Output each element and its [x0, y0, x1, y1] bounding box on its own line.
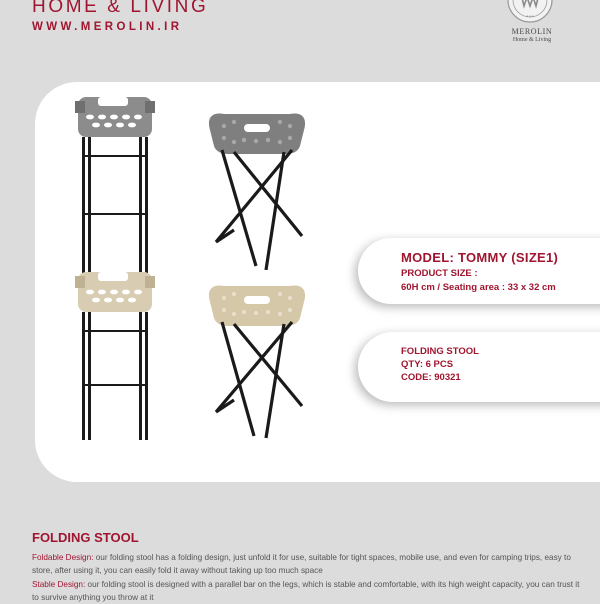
logo-name: MEROLIN: [511, 27, 553, 36]
description-stable-heading: Stable Design:: [32, 580, 86, 589]
product-code: CODE: 90321: [401, 372, 461, 383]
description-stable: [32, 578, 582, 604]
model-info-pill: [358, 238, 600, 304]
stool-grey-folded-image: [74, 95, 156, 275]
svg-text:● ● ●: ● ● ●: [526, 14, 534, 18]
stool-beige-open-image: [204, 282, 310, 440]
model-name: MODEL: TOMMY (SIZE1): [401, 250, 559, 265]
product-size-label: PRODUCT SIZE :: [401, 268, 478, 279]
description-title: FOLDING STOOL: [32, 530, 139, 545]
description-stable-text: our folding stool is designed with a parallel bar on the legs, which is stable and comfortable, with its high weight capacity, you can trust it to survive anything you throw at it: [32, 580, 580, 602]
description-foldable-heading: Foldable Design:: [32, 553, 94, 562]
description-foldable: [32, 551, 582, 577]
product-info-pill: [358, 332, 600, 402]
product-qty: QTY: 6 PCS: [401, 359, 454, 370]
stool-beige-folded-image: [74, 270, 156, 442]
product-name: FOLDING STOOL: [401, 346, 479, 357]
brand-title: HOME & LIVING: [32, 0, 209, 17]
product-size-value: 60H cm / Seating area : 33 x 32 cm: [401, 282, 556, 293]
merolin-logo: [497, 0, 563, 26]
logo-tagline: Home & Living: [512, 37, 552, 43]
stool-grey-open-image: [204, 110, 310, 270]
brand-website[interactable]: WWW.MEROLIN.IR: [32, 21, 183, 33]
description-foldable-text: our folding stool has a folding design, just unfold it for use, suitable for tight spaces, mobile use, and even for camping trips, easy to store, after using it, you can easily fold it away without taking up too much space: [32, 553, 571, 575]
